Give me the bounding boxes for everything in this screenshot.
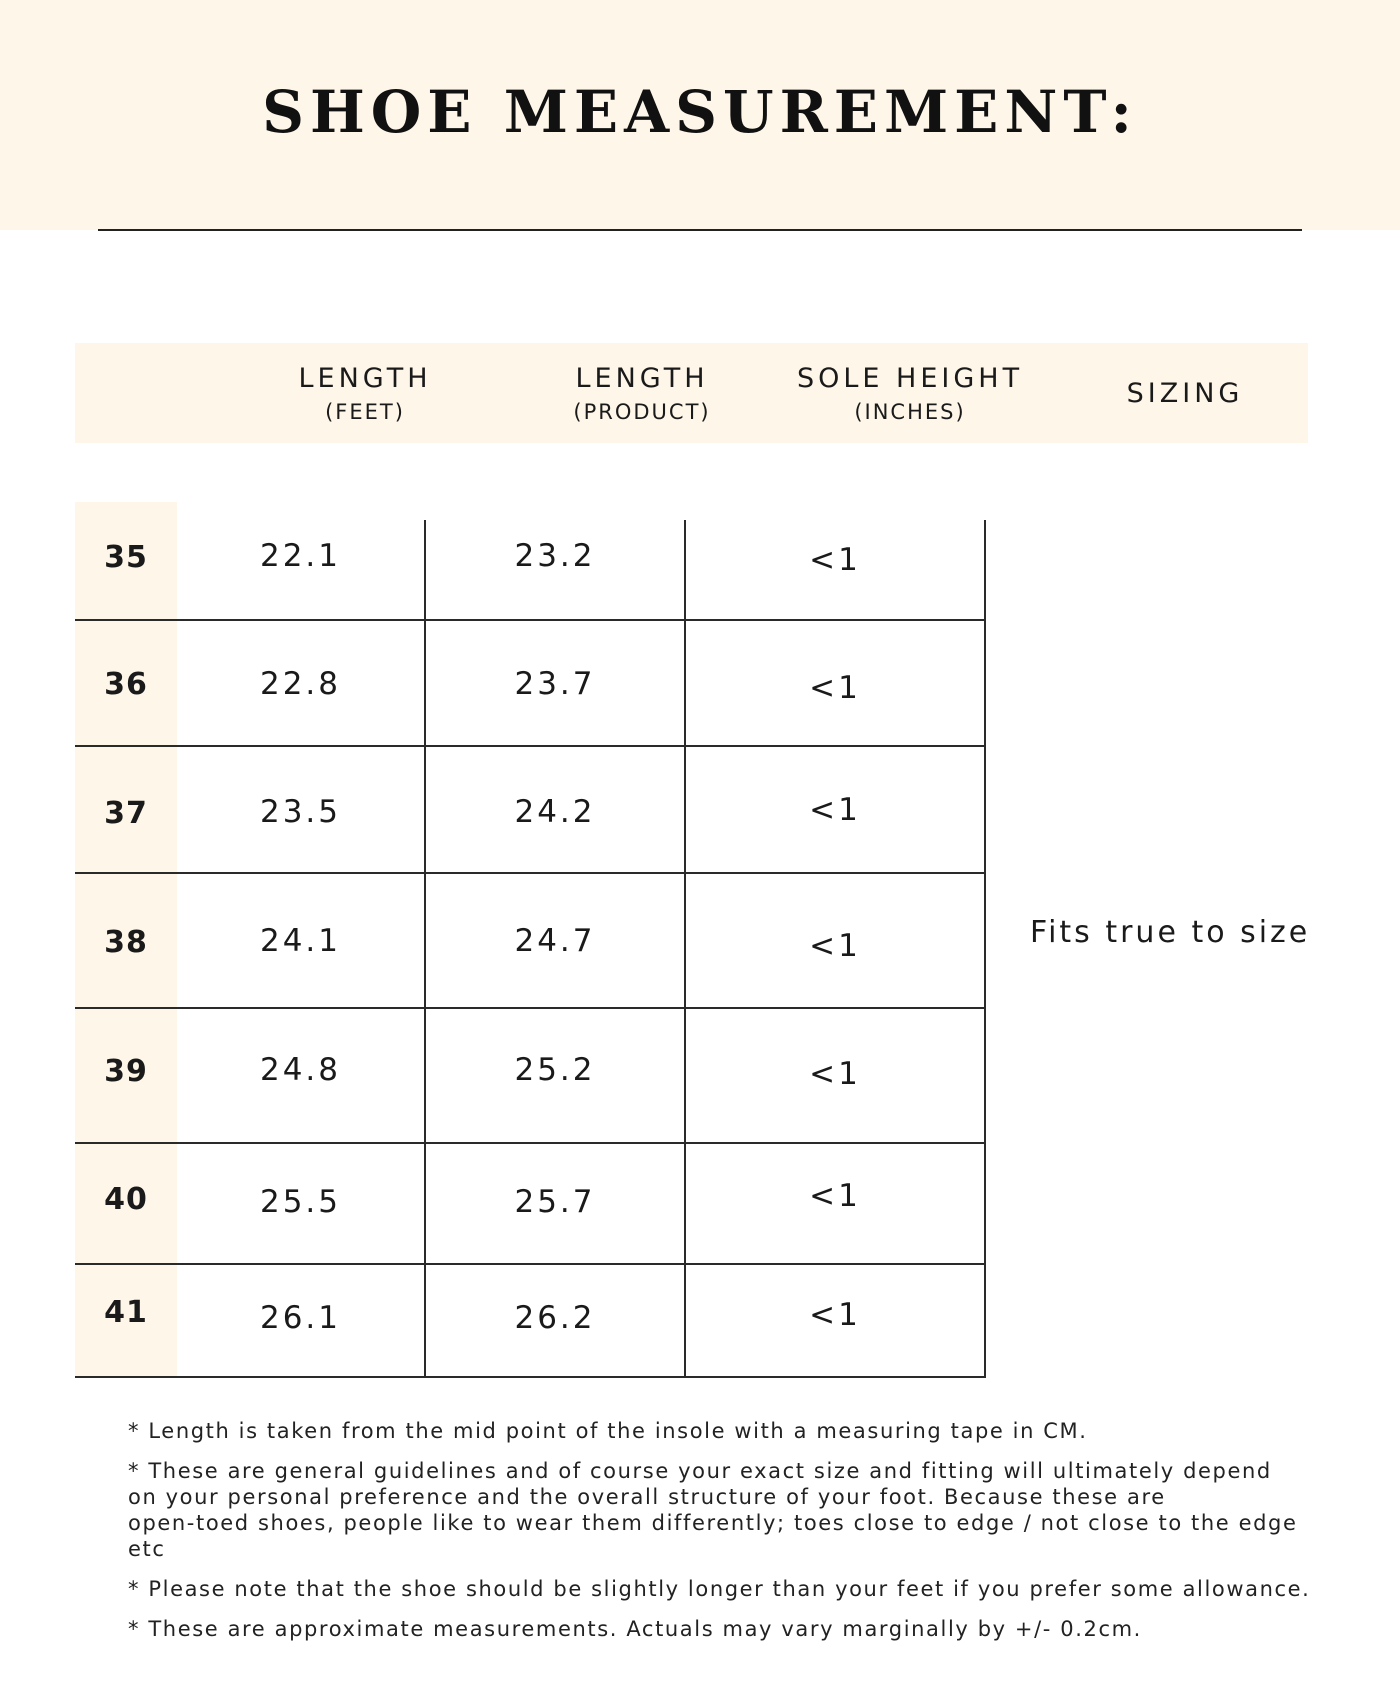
header-length-product-label: LENGTH (575, 362, 709, 394)
row-divider (75, 619, 986, 621)
sole-height-cell: <1 (809, 1178, 861, 1214)
length-product-cell: 26.2 (514, 1300, 596, 1336)
sizing-note: Fits true to size (1030, 915, 1311, 950)
size-41: 41 (104, 1295, 148, 1330)
size-35: 35 (104, 540, 148, 575)
table-header (75, 343, 1308, 443)
length-feet-cell: 24.8 (259, 1052, 342, 1088)
header-sole-height-unit: (INCHES) (854, 399, 966, 424)
page-title: SHOE MEASUREMENT: (262, 78, 1138, 146)
size-39: 39 (104, 1054, 148, 1089)
sole-height-cell: <1 (809, 1056, 861, 1092)
grid-line-vertical (984, 520, 986, 1376)
length-feet-cell: 22.8 (259, 666, 342, 702)
header-length-feet-unit: (FEET) (325, 399, 405, 424)
header-length-feet (245, 343, 485, 443)
length-product-cell: 25.7 (514, 1184, 596, 1220)
size-37: 37 (104, 796, 148, 831)
header-length-product-unit: (PRODUCT) (573, 399, 711, 424)
row-divider (75, 872, 986, 874)
header-sole-height-label: SOLE HEIGHT (796, 362, 1024, 394)
sole-height-cell: <1 (809, 542, 861, 578)
header-sizing-label: SIZING (1126, 377, 1244, 409)
footnote: * These are approximate measurements. Actuals may vary marginally by +/- 0.2cm. (128, 1617, 1142, 1641)
length-product-cell: 23.2 (514, 538, 596, 574)
length-feet-cell: 23.5 (259, 794, 342, 830)
size-38: 38 (104, 925, 148, 960)
row-divider (75, 745, 986, 747)
sole-height-cell: <1 (809, 792, 861, 828)
sole-height-cell: <1 (809, 1297, 861, 1333)
length-product-cell: 23.7 (514, 666, 596, 702)
length-product-cell: 24.7 (514, 923, 596, 959)
footnote: * Please note that the shoe should be slightly longer than your feet if you prefer some allowance. (128, 1577, 1311, 1601)
header-sizing (1050, 343, 1320, 443)
length-product-cell: 24.2 (514, 794, 596, 830)
length-feet-cell: 22.1 (259, 538, 342, 574)
footnote: * These are general guidelines and of course your exact size and fitting will ultimately depend on your personal preference and the overall structure of your foot. Because these are open-toed shoes, people like to wear them differently; toes close to edge / not close to the edge etc (128, 1459, 1298, 1561)
length-feet-cell: 24.1 (259, 923, 342, 959)
length-feet-cell: 26.1 (259, 1300, 342, 1336)
row-divider (75, 1142, 986, 1144)
sole-height-cell: <1 (809, 928, 861, 964)
length-product-cell: 25.2 (514, 1052, 596, 1088)
length-feet-cell: 25.5 (259, 1184, 342, 1220)
row-divider (75, 1007, 986, 1009)
footnotes (128, 1418, 1328, 1656)
row-divider (75, 1263, 986, 1265)
table-bottom-border (75, 1376, 986, 1378)
size-36: 36 (104, 667, 148, 702)
size-40: 40 (104, 1182, 148, 1217)
title-divider (98, 229, 1302, 231)
footnote: * Length is taken from the mid point of the insole with a measuring tape in CM. (128, 1419, 1088, 1443)
sole-height-cell: <1 (809, 670, 861, 706)
header-length-feet-label: LENGTH (298, 362, 432, 394)
